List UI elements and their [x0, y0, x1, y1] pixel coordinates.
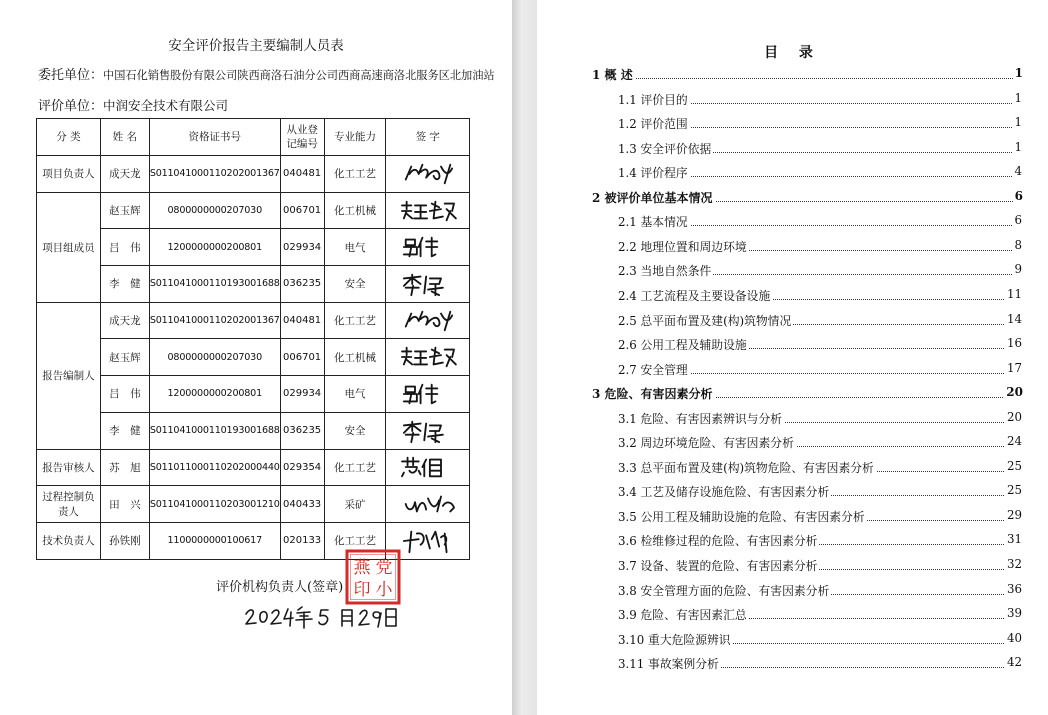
toc-entry-page: 17 — [1006, 360, 1022, 375]
client-line — [38, 64, 495, 83]
cell-signature — [386, 266, 470, 303]
handwritten-signature — [393, 381, 463, 407]
toc-entry-title: 3.2 周边环境危险、有害因素分析 — [618, 436, 794, 451]
cell-name: 赵玉辉 — [100, 339, 149, 376]
toc-entry-title: 2.1 基本情况 — [618, 215, 688, 230]
toc-section — [618, 410, 1022, 432]
toc-entry-page: 40 — [1006, 630, 1022, 645]
toc-entry-title: 3 危险、有害因素分析 — [592, 387, 713, 402]
toc-entry-page: 31 — [1006, 532, 1022, 547]
category-line: 技术负责人 — [42, 535, 95, 548]
cell-reg: 040481 — [280, 156, 324, 193]
cell-field: 采矿 — [324, 486, 386, 523]
toc-section — [618, 336, 1022, 358]
toc-entry-title: 3.3 总平面布置及建(构)筑物危险、有害因素分析 — [618, 460, 874, 475]
cell-signature — [386, 412, 470, 449]
cell-cert: 1100000000100617 — [149, 522, 280, 559]
cell-reg: 029934 — [280, 376, 324, 413]
toc-section — [618, 532, 1022, 554]
toc-entry-title: 2.7 安全管理 — [618, 362, 688, 377]
table-header-row — [37, 119, 470, 156]
cell-name: 李 健 — [100, 266, 149, 303]
cell-signature — [386, 486, 470, 523]
cell-reg: 040433 — [280, 486, 324, 523]
evaluator-value: 中润安全技术有限公司 — [103, 98, 229, 113]
cell-cert: S011011000110202000440 — [149, 449, 280, 486]
page-title: 安全评价报告主要编制人员表 — [168, 38, 344, 54]
toc-entry-title: 1.3 安全评价依据 — [618, 141, 712, 156]
cell-field: 电气 — [324, 229, 386, 266]
header-cert: 资格证书号 — [149, 119, 280, 156]
cell-cert: 0800000000207030 — [149, 339, 280, 376]
handwritten-signature — [393, 271, 463, 297]
cell-cert: 1200000000200801 — [149, 229, 280, 266]
cell-category — [37, 156, 101, 193]
toc-section — [618, 91, 1022, 113]
toc-entry-page: 1 — [1014, 90, 1022, 105]
toc-entry-page: 6 — [1014, 213, 1022, 228]
toc-entry-title: 1.2 评价范围 — [618, 117, 688, 132]
handwritten-signature — [393, 454, 463, 480]
cell-reg: 036235 — [280, 412, 324, 449]
toc-chapter — [592, 189, 1023, 211]
toc-entry-page: 36 — [1006, 581, 1022, 596]
toc-section — [618, 312, 1022, 334]
toc-entry-page: 20 — [1006, 409, 1022, 424]
client-value: 中国石化销售股份有限公司陕西商洛石油分公司西商高速商洛北服务区北加油站 — [103, 69, 495, 82]
category-line: 项目组成员 — [42, 241, 95, 254]
toc-section — [618, 434, 1022, 456]
cell-field: 安全 — [324, 266, 386, 303]
table-row — [37, 339, 470, 376]
header-category: 分 类 — [37, 119, 101, 156]
toc-chapter — [592, 66, 1023, 88]
toc-entry-title: 2.6 公用工程及辅助设施 — [618, 338, 747, 353]
toc-entry-title: 3.7 设备、装置的危险、有害因素分析 — [618, 559, 818, 573]
toc-entry-title: 1 概 述 — [592, 68, 633, 82]
toc-section — [618, 655, 1022, 677]
toc-entry-title: 2.3 当地自然条件 — [618, 264, 712, 279]
toc-entry-page: 16 — [1006, 336, 1022, 351]
cell-category — [37, 522, 101, 559]
toc-entry-page: 11 — [1006, 286, 1022, 301]
toc-entry-page: 14 — [1006, 311, 1022, 326]
toc-entry-page: 25 — [1006, 458, 1022, 473]
toc-entry-page: 9 — [1014, 262, 1022, 277]
cell-field: 化工工艺 — [324, 449, 386, 486]
toc-section — [618, 213, 1022, 235]
cell-name: 赵玉辉 — [100, 192, 149, 229]
client-label: 委托单位： — [38, 68, 104, 83]
toc-entry-title: 3.1 危险、有害因素辨识与分析 — [618, 411, 783, 426]
cell-cert: S011041000110193001688 — [149, 266, 280, 303]
toc-entry-title: 3.6 检维修过程的危险、有害因素分析 — [618, 534, 818, 549]
cell-field: 安全 — [324, 412, 386, 449]
handwritten-signature — [393, 528, 463, 554]
cell-category — [37, 192, 101, 302]
category-line: 项目负责人 — [42, 168, 95, 181]
toc-entry-page: 32 — [1006, 557, 1022, 571]
cell-signature — [386, 156, 470, 193]
toc-entry-page: 42 — [1006, 655, 1022, 670]
handwritten-signature — [393, 234, 463, 260]
toc-section — [618, 557, 1022, 579]
cell-name: 苏 旭 — [100, 449, 149, 486]
cell-reg: 029934 — [280, 229, 324, 266]
category-line: 报告审核人 — [42, 461, 95, 474]
toc-entry-page: 6 — [1014, 188, 1023, 203]
handwritten-signature — [393, 198, 463, 224]
table-row — [37, 156, 470, 193]
cell-signature — [386, 302, 470, 339]
cell-name: 吕 伟 — [100, 229, 149, 266]
toc-entry-title: 1.1 评价目的 — [618, 92, 688, 107]
toc-entry-title: 3.5 公用工程及辅助设施的危险、有害因素分析 — [618, 509, 865, 524]
category-line: 报告编制人 — [42, 370, 95, 383]
cell-reg: 040481 — [280, 302, 324, 339]
seal-char-1: 燕 — [353, 558, 371, 578]
cell-field: 化工工艺 — [324, 156, 386, 193]
seal-char-4: 小 — [375, 580, 393, 600]
cell-signature — [386, 229, 470, 266]
cell-reg: 006701 — [280, 339, 324, 376]
cell-category — [37, 449, 101, 486]
toc-entry-title: 1.4 评价程序 — [618, 166, 688, 181]
handwritten-signature — [393, 308, 463, 334]
cell-name: 成天龙 — [100, 302, 149, 339]
toc-section — [618, 508, 1022, 530]
cell-category — [37, 302, 101, 449]
toc-section — [618, 164, 1022, 186]
cell-cert: 0800000000207030 — [149, 192, 280, 229]
toc-entry-title: 2.4 工艺流程及主要设备设施 — [618, 288, 771, 303]
toc-section — [618, 115, 1022, 137]
cell-reg: 006701 — [280, 192, 324, 229]
cell-signature — [386, 449, 470, 486]
toc-entry-page: 1 — [1014, 66, 1023, 80]
table-row — [37, 302, 470, 339]
cell-cert: S011041000110202001367 — [149, 302, 280, 339]
cell-reg: 036235 — [280, 266, 324, 303]
cell-field: 化工工艺 — [324, 522, 386, 559]
cell-field: 电气 — [324, 376, 386, 413]
cell-name: 田 兴 — [100, 486, 149, 523]
right-page-toc — [537, 0, 1048, 715]
table-row — [37, 522, 470, 559]
toc-entry-page: 24 — [1006, 434, 1022, 449]
toc-entry-page: 25 — [1006, 483, 1022, 498]
toc-entry-title: 3.4 工艺及储存设施危险、有害因素分析 — [618, 485, 830, 500]
cell-signature — [386, 192, 470, 229]
table-row — [37, 192, 470, 229]
category-line: 责人 — [57, 506, 79, 519]
cell-cert: S011041000110203001210 — [149, 486, 280, 523]
toc-entry-page: 39 — [1006, 606, 1022, 621]
toc-section — [618, 262, 1022, 284]
category-line: 过程控制负 — [42, 491, 95, 504]
cell-cert: S011041000110193001688 — [149, 412, 280, 449]
cell-name: 成天龙 — [100, 156, 149, 193]
handwritten-signature — [393, 161, 463, 187]
toc-entry-title: 2 被评价单位基本情况 — [592, 190, 713, 205]
evaluator-label: 评价单位： — [38, 99, 104, 114]
toc-entry-title: 2.2 地理位置和周边环境 — [618, 239, 747, 254]
header-reg-line1: 从业登 — [286, 124, 318, 136]
red-seal-stamp — [344, 548, 402, 606]
cell-cert: S011041000110202001367 — [149, 156, 280, 193]
handwritten-signature — [393, 344, 463, 370]
toc-entry-title: 2.5 总平面布置及建(构)筑物情况 — [618, 313, 792, 328]
staff-table — [36, 118, 470, 560]
handwritten-signature — [393, 418, 463, 444]
cell-cert: 1200000000200801 — [149, 376, 280, 413]
left-page-staff-table — [0, 0, 512, 715]
toc-entry-page: 29 — [1006, 507, 1022, 522]
header-reg — [280, 119, 324, 156]
toc-entry-title: 3.11 事故案例分析 — [618, 657, 719, 672]
toc-entry-page: 1 — [1014, 139, 1022, 154]
toc-section — [618, 631, 1022, 653]
toc-entry-title: 3.10 重大危险源辨识 — [618, 632, 731, 647]
table-row — [37, 486, 470, 523]
table-row — [37, 449, 470, 486]
cell-signature — [386, 376, 470, 413]
seal-char-2: 党 — [375, 558, 393, 578]
cell-name: 李 健 — [100, 412, 149, 449]
toc-leader-dots — [592, 78, 1023, 79]
cell-reg: 020133 — [280, 522, 324, 559]
table-row — [37, 376, 470, 413]
toc-entry-page: 8 — [1014, 237, 1022, 252]
cell-category — [37, 486, 101, 523]
toc-section — [618, 361, 1022, 383]
toc-section — [618, 459, 1022, 481]
header-name: 姓 名 — [100, 119, 149, 156]
cell-field: 化工工艺 — [324, 302, 386, 339]
toc-section — [618, 287, 1022, 309]
table-row — [37, 266, 470, 303]
cell-signature — [386, 339, 470, 376]
header-field: 专业能力 — [324, 119, 386, 156]
header-signature: 签 字 — [386, 119, 470, 156]
cell-field: 化工机械 — [324, 339, 386, 376]
toc-entry-page: 4 — [1014, 164, 1022, 179]
table-row — [37, 412, 470, 449]
toc-section — [618, 483, 1022, 505]
header-reg-line2: 记编号 — [286, 138, 318, 150]
page-gap — [512, 0, 537, 715]
seal-char-3: 印 — [353, 580, 371, 600]
signer-label: 评价机构负责人(签章)： — [216, 580, 357, 595]
evaluator-line — [38, 95, 228, 114]
handwritten-signature — [393, 491, 463, 517]
toc-title: 目 录 — [764, 45, 821, 61]
cell-field: 化工机械 — [324, 192, 386, 229]
cell-name: 孙铁刚 — [100, 522, 149, 559]
toc-entry-title: 3.8 安全管理方面的危险、有害因素分析 — [618, 583, 830, 598]
toc-entry-page: 20 — [1006, 385, 1023, 400]
handwritten-date — [242, 604, 402, 630]
toc-section — [618, 238, 1022, 260]
cell-name: 吕 伟 — [100, 376, 149, 413]
toc-section — [618, 582, 1022, 604]
toc-chapter — [592, 385, 1023, 407]
table-row — [37, 229, 470, 266]
cell-reg: 029354 — [280, 449, 324, 486]
toc-section — [618, 606, 1022, 628]
toc-entry-page: 1 — [1014, 115, 1022, 130]
toc-section — [618, 140, 1022, 162]
toc-entry-title: 3.9 危险、有害因素汇总 — [618, 608, 747, 623]
